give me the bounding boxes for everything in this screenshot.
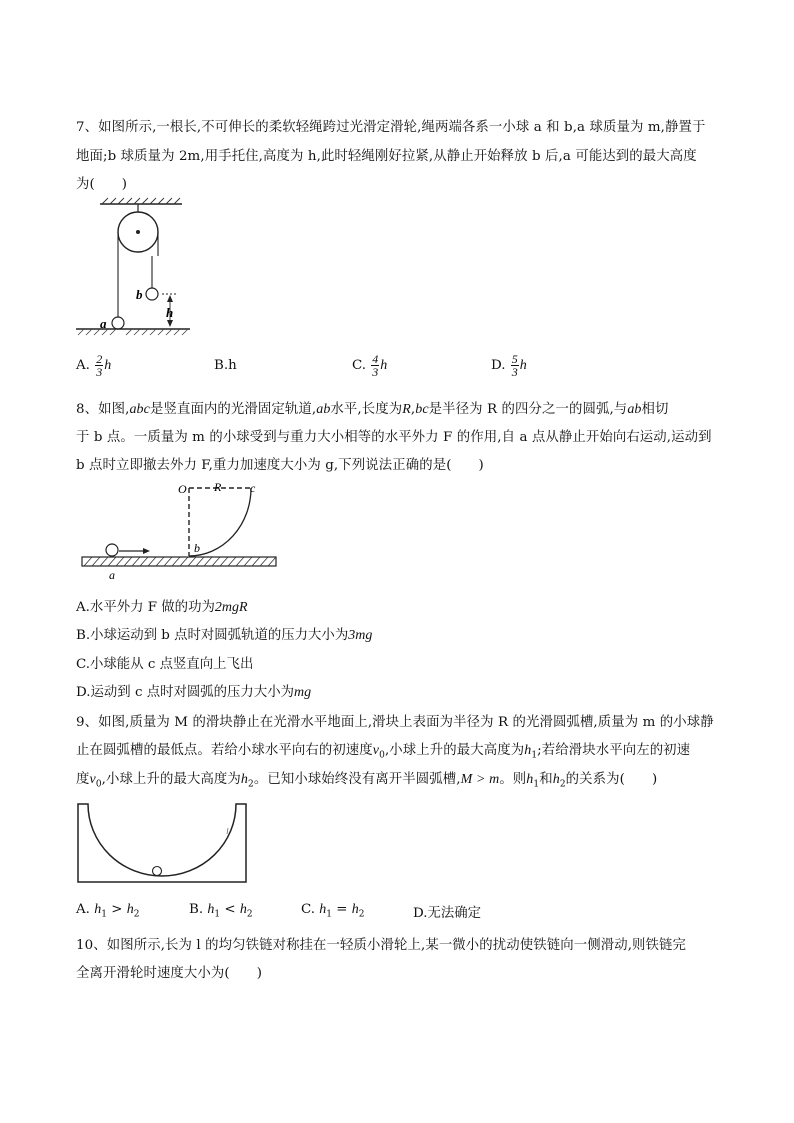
label-c: c bbox=[250, 481, 256, 495]
label-a: a bbox=[100, 316, 107, 331]
q8-text-line-3: b 点时立即撤去外力 F,重力加速度大小为 g,下列说法正确的是( ) bbox=[76, 458, 484, 473]
label-h: h bbox=[166, 305, 174, 320]
label-b: b bbox=[194, 541, 200, 555]
q9-text-line-3: 度$v_0$,小球上升的最大高度为$h_2$。已知小球始终没有离开半圆弧槽,M > m。则$h_1$和$h_2$的关系为( ) bbox=[76, 772, 658, 790]
ball-a bbox=[112, 317, 124, 329]
q7-option-d[interactable]: D. $\frac{5}{3}$ h bbox=[491, 352, 527, 379]
q8-text-line-1: 8、如图,abc是竖直面内的光滑固定轨道,ab水平,长度为R,bc是半径为 R 的四分之一的圆弧,与ab相切 bbox=[76, 402, 669, 417]
label-R: R bbox=[214, 480, 222, 494]
q9-option-c[interactable]: C. $h_1 = h_2$ bbox=[301, 902, 365, 920]
q7-option-a[interactable]: A. $\frac{2}{3}$ h bbox=[76, 352, 112, 379]
q8-text-line-2: 于 b 点。一质量为 m 的小球受到与重力大小相等的水平外力 F 的作用,自 a 点从静止开始向右运动,运动到 bbox=[76, 430, 712, 445]
q10-text-line-2: 全离开滑轮时速度大小为( ) bbox=[76, 966, 263, 981]
q8-option-d[interactable]: D.运动到 c 点时对圆弧的压力大小为mg bbox=[76, 685, 312, 700]
q7-text-line-3: 为( ) bbox=[76, 177, 128, 192]
q9-option-d[interactable]: D.无法确定 bbox=[413, 906, 482, 921]
q9-text-line-1: 9、如图,质量为 M 的滑块静止在光滑水平地面上,滑块上表面为半径为 R 的光滑圆弧槽,质量为 m 的小球静 bbox=[76, 715, 714, 730]
q7-option-c[interactable]: C. $\frac{4}{3}$ h bbox=[352, 352, 388, 379]
groove-block-figure bbox=[76, 800, 248, 884]
q8-option-b[interactable]: B.小球运动到 b 点时对圆弧轨道的压力大小为3mg bbox=[76, 628, 373, 643]
q8-option-c[interactable]: C.小球能从 c 点竖直向上飞出 bbox=[76, 657, 254, 672]
q9-option-a[interactable]: A. $h_1 > h_2$ bbox=[76, 902, 140, 920]
track-figure bbox=[80, 478, 280, 582]
q7-option-b[interactable]: B.h bbox=[214, 358, 237, 373]
label-O: O bbox=[178, 482, 187, 496]
ball bbox=[106, 544, 118, 556]
q10-text-line-1: 10、如图所示,长为 l 的均匀铁链对称挂在一轻质小滑轮上,某一微小的扰动使铁链向一侧滑动,则铁链完 bbox=[76, 938, 687, 953]
q9-text-line-2: 止在圆弧槽的最低点。若给小球水平向右的初速度$v_0$,小球上升的最大高度为$h_1$;若给滑块水平向左的初速 bbox=[76, 743, 691, 761]
small-ball bbox=[153, 867, 162, 876]
q9-option-b[interactable]: B. $h_1 < h_2$ bbox=[189, 902, 253, 920]
q7-text-line-1: 7、如图所示,一根长,不可伸长的柔软轻绳跨过光滑定滑轮,绳两端各系一小球 a 和 b,a 球质量为 m,静置于 bbox=[76, 120, 706, 135]
label-a: a bbox=[109, 568, 115, 582]
label-b: b bbox=[136, 287, 143, 302]
q8-option-a[interactable]: A.水平外力 F 做的功为2mgR bbox=[76, 600, 248, 615]
q7-text-line-2: 地面;b 球质量为 2m,用手托住,高度为 h,此时轻绳刚好拉紧,从静止开始释放 b 后,a 可能达到的最大高度 bbox=[76, 149, 697, 164]
ball-b bbox=[146, 288, 158, 300]
pulley-figure bbox=[72, 196, 202, 340]
